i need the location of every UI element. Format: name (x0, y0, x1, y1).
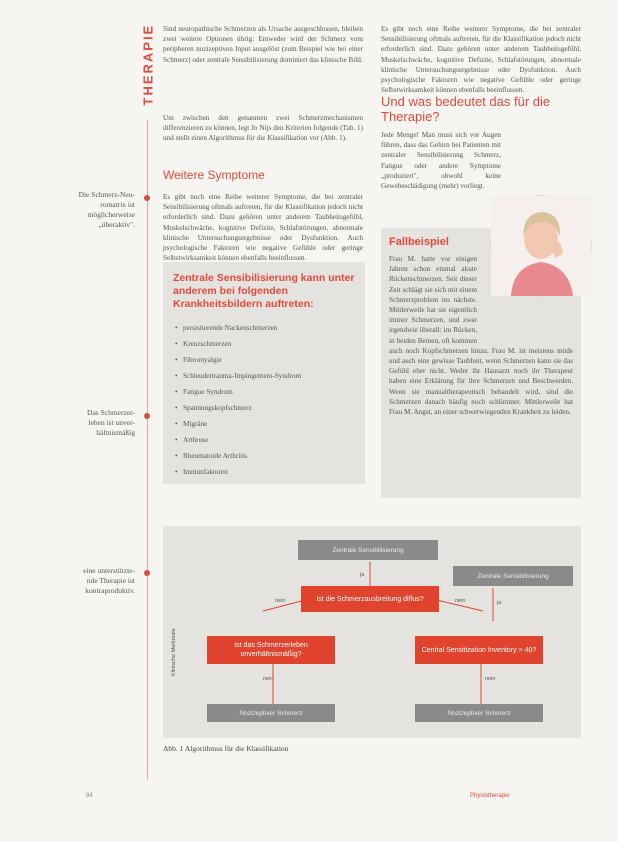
col2-heading: Und was bedeutet das für die Therapie? (381, 94, 551, 124)
flow-question-right: Central Sensitization Inventory > 40? (415, 636, 543, 664)
disease-list-box (163, 262, 365, 484)
flow-label-ja: ja (497, 600, 502, 606)
case-box-title: Fallbeispiel (389, 236, 449, 248)
col2-para1-text: Es gibt noch eine Reihe weiterer Symptome, die bei zentraler Sensibilisierung oftmals auftreten, für die Klassifikation jedoch nicht erforderlich sind. Dazu gehören unter anderem Taubheitsgefühl, Muskelschwäche, kognitive Defizite, Schlafstörungen, abnormale klinische Untersuchungsergebnisse oder Dysfunktion. Auch psychologische Faktoren wie negative Gefühle oder geringe Selbstwirksamkeit können ebenfalls beeinflussen. (381, 25, 581, 95)
col1-para3: Es gibt noch eine Reihe weiterer Symptome, die bei zentraler Sensibilisierung oftmals auftreten, für die Klassifikation jedoch nicht erforderlich sind. Dazu gehören unter anderem Taubheitsgefühl, Muskelschwäche, kognitive Defizite, Schlafstörungen, abnormale klinische Untersuchungsergebnisse oder Dysfunktion. Auch psychologische Faktoren wie negative Gefühle oder geringe Selbstwirksamkeit können ebenfalls beeinflussen. (163, 193, 363, 263)
flow-bottom-left-result: Nozizeptiver Schmerz (207, 704, 335, 722)
margin-note-3: eine unterstützte- nde Therapie ist kontraproduktiv. (83, 566, 135, 595)
flow-question-center: Ist die Schmerzausbreitung diffus? (301, 586, 439, 612)
timeline-dot (144, 413, 150, 419)
flow-right-top-result: Zentrale Sensibilisierung (453, 566, 573, 586)
col1-para1: Sind neuropathische Schmerzen als Ursache ausgeschlossen, bleiben zwei weitere Optionen übrig: Entweder wird der Schmerz vom peripheren nozizeptiven Input ausgelöst (zum Beispiel wie bei einer Schmerz) oder zentrale Sensibilisierung dominiert das klinische Bild. (163, 25, 363, 64)
list-box-title: Zentrale Sensibilisierung kann unter anderem bei folgenden Krankheitsbildern auftreten: (173, 272, 355, 310)
journal-name: Physiotherapie (470, 793, 510, 799)
flowchart-panel (163, 526, 581, 738)
list-item: • Immunfaktoren (175, 464, 360, 480)
flow-axis-label: Klinische Merkmale (171, 628, 177, 676)
list-item: • Fatigue Syndrom (175, 384, 360, 400)
list-item: • Migräne (175, 416, 360, 432)
list-item: • Arthrose (175, 432, 360, 448)
flow-label-nein: nein (275, 598, 286, 604)
margin-note-2: Das Schmerzer- leben ist unver- hältnismäßig (87, 408, 135, 437)
timeline-line (147, 120, 148, 780)
flow-label-nein: nein (263, 676, 274, 682)
flow-top-result: Zentrale Sensibilisierung (298, 540, 438, 560)
timeline-dot (144, 570, 150, 576)
timeline-dot (144, 195, 150, 201)
margin-note-1: Die Schmerz-Neu- romatrix ist möglicherweise „überaktiv". (78, 190, 135, 229)
flow-label-nein: nein (455, 598, 466, 604)
case-box-body: Frau M. hatte vor einigen Jahren schon einmal akute Rückenschmerzen. Seit dieser Zeit schlägt sie sich mit einem Schmerzproblem ins nächste. Mittlerweile hat sie eigentlich immer Schmerzen, und zwar irgendwie überall: im Rücken, in beiden Beinen, oft kommen auch noch Kopfschmerzen hinzu. Frau M. ist meistens müde und auch eine gewisse Taubheit, wenn Schmerzen kann sie das Gefühl eher nicht. Weder ihr Hausarzt noch ihr Therapeut haben eine Erklärung für ihre Schmerzen und Beschwerden. Wenn sie manualtherapeutisch behandelt wird, sind die Schmerzen danach häufig noch schlimmer. Mittlerweile hat Frau M. Angst, an einer schwerwiegenden Krankheit zu leiden. (389, 255, 573, 417)
col1-para2: Um zwischen den genannten zwei Schmerzmechanismen differenzieren zu können, legt Jo Nijs den Kriterien folgende (Tab. 1) und stellt einen Algorithmus für die Klassifikation vor (Abb. 1). (163, 114, 363, 143)
col2-para2: Jede Menge! Man muss sich vor Augen führen, dass das Gehirn bei Patienten mit zentraler Sensibilisierung Schmerz, Fatigue oder andere Symptome „produziert", obwohl keine Gewebeschädigung (mehr) vorliegt. (381, 131, 501, 191)
flow-label-ja: ja (360, 572, 365, 578)
list-item: • Spannungskopfschmerz (175, 400, 360, 416)
flow-question-left: Ist das Schmerzerleben unverhältnismäßig? (207, 636, 335, 664)
page-number: 84 (86, 793, 93, 799)
patient-photo (490, 195, 592, 297)
list-item: • Schleudertrauma-Impingement-Syndrom (175, 368, 360, 384)
flow-bottom-right-result: Nozizeptiver Schmerz (415, 704, 543, 722)
figure-caption: Abb. 1 Algorithmus für die Klassifikation (163, 744, 289, 753)
flow-label-nein: nein (485, 676, 496, 682)
list-item: • Fibromyalgie (175, 352, 360, 368)
col1-heading: Weitere Symptome (163, 168, 265, 182)
list-item: • Rheumatoide Arthritis (175, 448, 360, 464)
section-label: THERAPIE (140, 23, 156, 106)
list-item: • Kreuzschmerzen (175, 336, 360, 352)
list-item: • persistierende Nackenschmerzen (175, 320, 360, 336)
disease-list (175, 320, 360, 480)
col2-para1 (381, 24, 581, 95)
